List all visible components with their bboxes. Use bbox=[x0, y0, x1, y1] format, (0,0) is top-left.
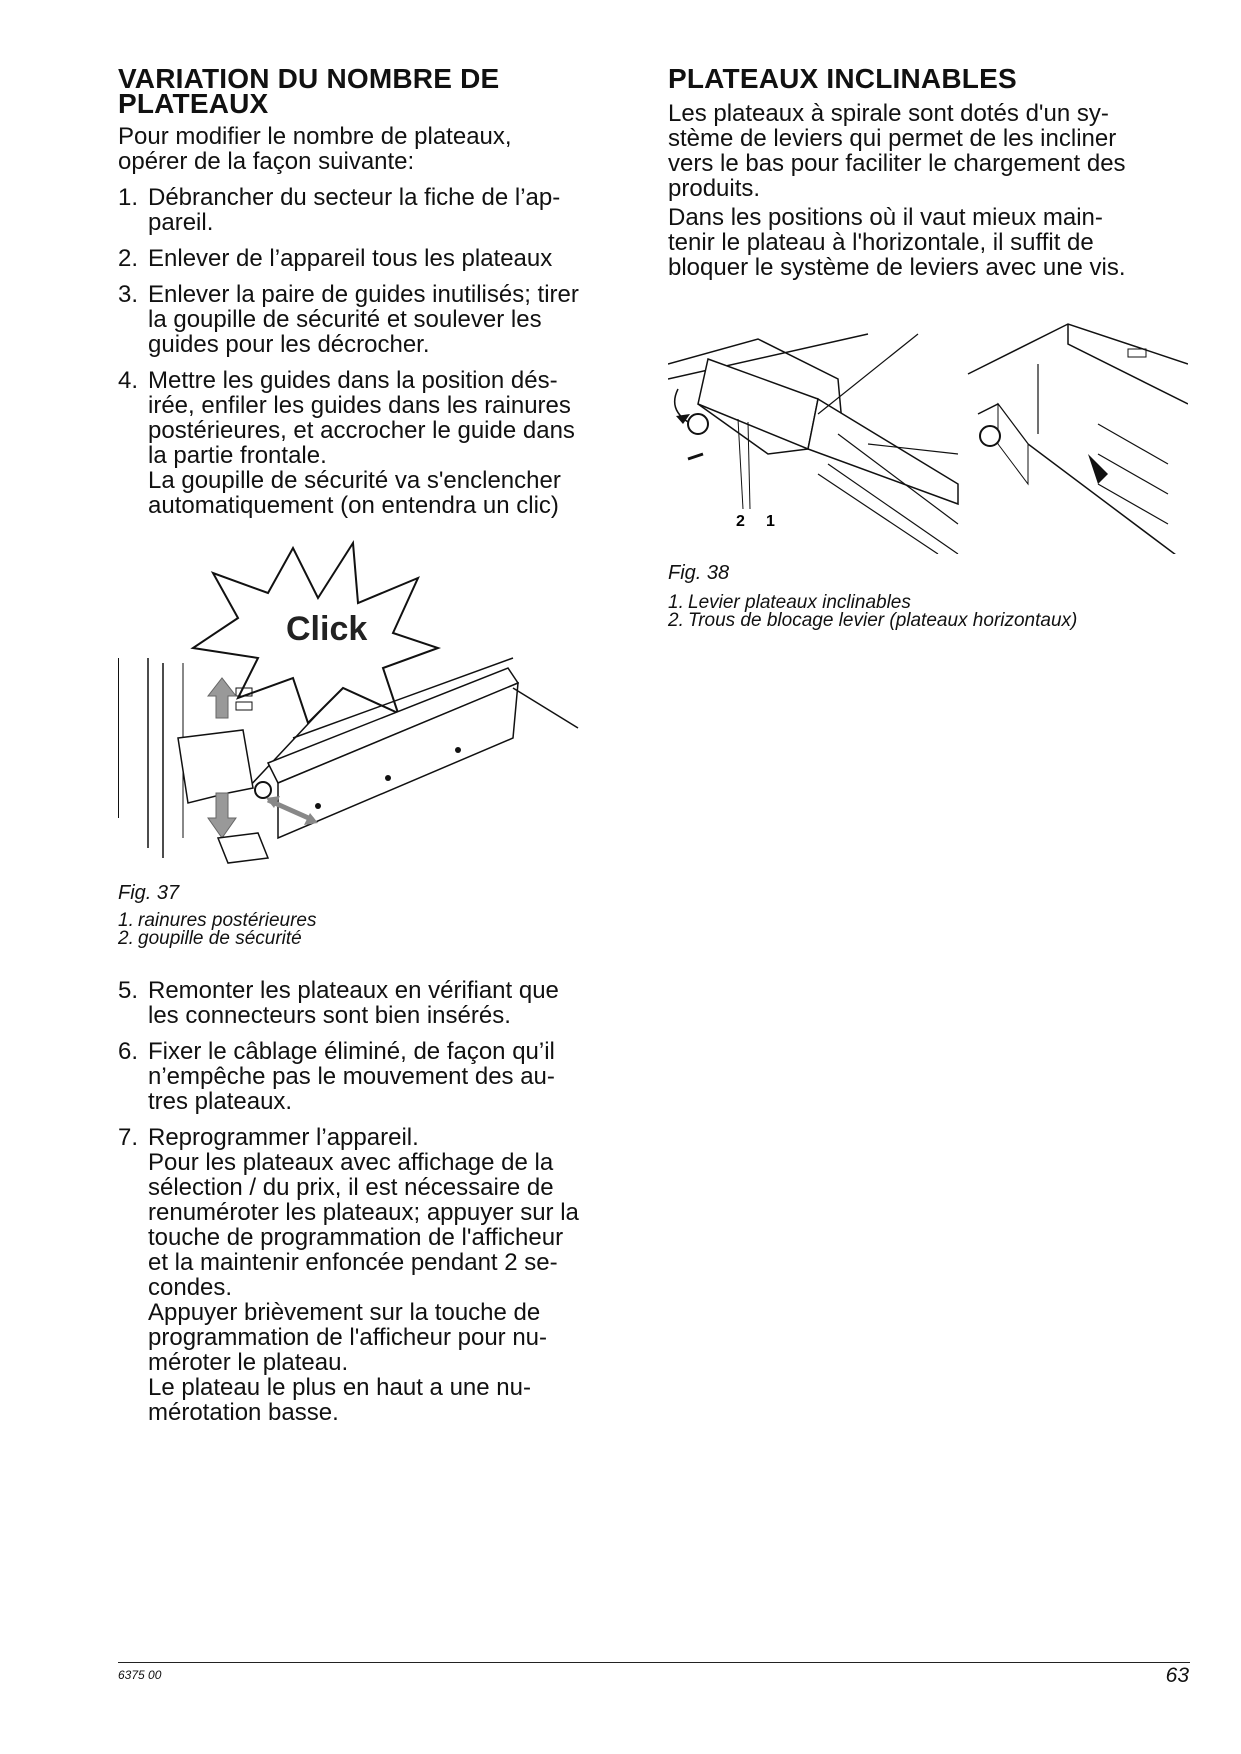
step-line: tres plateaux. bbox=[148, 1088, 293, 1115]
footer-rule bbox=[118, 1662, 1190, 1663]
step-line: postérieures, et accrocher le guide dans bbox=[148, 417, 575, 444]
step-line: Pour les plateaux avec affichage de la bbox=[148, 1149, 554, 1176]
intro-line-1: Pour modifier le nombre de plateaux, bbox=[118, 123, 512, 150]
step-number: 1. bbox=[118, 184, 139, 211]
step-line: touche de programmation de l'afficheur bbox=[148, 1224, 564, 1251]
section-title-variation bbox=[118, 63, 638, 119]
callout-2: 2 bbox=[736, 513, 745, 530]
caption-number: 2. bbox=[668, 610, 684, 631]
caption-item bbox=[668, 612, 1188, 630]
paragraph-line: vers le bas pour faciliter le chargement des bbox=[668, 150, 1126, 177]
step-number: 3. bbox=[118, 281, 139, 308]
paragraph-2 bbox=[668, 205, 1188, 280]
step-line: guides pour les décrocher. bbox=[148, 331, 430, 358]
left-column bbox=[118, 63, 638, 1426]
figure-37-illustration bbox=[118, 538, 638, 888]
figure-37 bbox=[118, 538, 638, 888]
step-line: Débrancher du secteur la fiche de l’ap- bbox=[148, 184, 561, 211]
paragraph-line: produits. bbox=[668, 175, 761, 202]
step-line: renuméroter les plateaux; appuyer sur la bbox=[148, 1199, 579, 1226]
figure-38-captions bbox=[668, 594, 1188, 630]
intro-paragraph bbox=[118, 124, 638, 174]
figure-38 bbox=[668, 304, 1188, 554]
paragraph-1 bbox=[668, 101, 1188, 201]
click-text: Click bbox=[286, 610, 368, 648]
step-item bbox=[118, 1125, 638, 1425]
step-number: 7. bbox=[118, 1124, 139, 1151]
step-line: Fixer le câblage éliminé, de façon qu’il bbox=[148, 1038, 555, 1065]
title-line-1: VARIATION DU NOMBRE DE bbox=[118, 63, 500, 94]
step-line: Le plateau le plus en haut a une nu- bbox=[148, 1374, 531, 1401]
steps-list-b bbox=[118, 978, 638, 1425]
step-line: Enlever la paire de guides inutilisés; tirer bbox=[148, 281, 579, 308]
caption-text: rainures postérieures bbox=[138, 910, 317, 931]
caption-text: Trous de blocage levier (plateaux horizontaux) bbox=[688, 610, 1078, 631]
title-line-2: PLATEAUX bbox=[118, 88, 269, 119]
step-line: Reprogrammer l’appareil. bbox=[148, 1124, 419, 1151]
caption-number: 1. bbox=[668, 592, 684, 613]
step-item bbox=[118, 368, 638, 518]
step-line: irée, enfiler les guides dans les rainures bbox=[148, 392, 571, 419]
step-line: les connecteurs sont bien insérés. bbox=[148, 1002, 511, 1029]
step-line: sélection / du prix, il est nécessaire de bbox=[148, 1174, 554, 1201]
caption-item bbox=[118, 930, 638, 948]
step-line: Appuyer brièvement sur la touche de bbox=[148, 1299, 541, 1326]
step-number: 6. bbox=[118, 1038, 139, 1065]
step-line: n’empêche pas le mouvement des au- bbox=[148, 1063, 555, 1090]
step-item bbox=[118, 185, 638, 235]
caption-number: 1. bbox=[118, 910, 134, 931]
intro-line-2: opérer de la façon suivante: bbox=[118, 148, 415, 175]
step-line: la partie frontale. bbox=[148, 442, 327, 469]
step-line: programmation de l'afficheur pour nu- bbox=[148, 1324, 548, 1351]
paragraph-line: Les plateaux à spirale sont dotés d'un sy- bbox=[668, 100, 1109, 127]
figure-37-label: Fig. 37 bbox=[118, 882, 180, 904]
caption-text: Levier plateaux inclinables bbox=[688, 592, 911, 613]
step-line: La goupille de sécurité va s'enclencher bbox=[148, 467, 561, 494]
step-line: Enlever de l’appareil tous les plateaux bbox=[148, 245, 553, 272]
paragraph-line: bloquer le système de leviers avec une vis. bbox=[668, 254, 1126, 281]
step-line: Remonter les plateaux en vérifiant que bbox=[148, 977, 559, 1004]
footer-page-number: 63 bbox=[1165, 1664, 1189, 1687]
figure-38-illustration bbox=[668, 304, 1188, 554]
step-line: et la maintenir enfoncée pendant 2 se- bbox=[148, 1249, 558, 1276]
caption-text: goupille de sécurité bbox=[138, 928, 302, 949]
step-item bbox=[118, 282, 638, 357]
step-line: méroter le plateau. bbox=[148, 1349, 349, 1376]
step-item bbox=[118, 1039, 638, 1114]
paragraph-line: Dans les positions où il vaut mieux main- bbox=[668, 204, 1103, 231]
figure-37-captions bbox=[118, 912, 638, 948]
paragraph-line: tenir le plateau à l'horizontale, il suffit de bbox=[668, 229, 1094, 256]
caption-number: 2. bbox=[118, 928, 134, 949]
step-number: 4. bbox=[118, 367, 139, 394]
paragraph-line: stème de leviers qui permet de les incliner bbox=[668, 125, 1117, 152]
step-item bbox=[118, 978, 638, 1028]
figure-38-label: Fig. 38 bbox=[668, 562, 730, 584]
step-item bbox=[118, 246, 638, 271]
step-line: Mettre les guides dans la position dés- bbox=[148, 367, 558, 394]
step-line: la goupille de sécurité et soulever les bbox=[148, 306, 542, 333]
footer-doc-number: 6375 00 bbox=[118, 1668, 162, 1682]
callout-1: 1 bbox=[766, 513, 775, 530]
steps-list-a bbox=[118, 185, 638, 518]
step-number: 2. bbox=[118, 245, 139, 272]
step-line: pareil. bbox=[148, 209, 214, 236]
section-title-inclinables: PLATEAUX INCLINABLES bbox=[668, 63, 1017, 94]
step-number: 5. bbox=[118, 977, 139, 1004]
step-line: automatiquement (on entendra un clic) bbox=[148, 492, 559, 519]
step-line: mérotation basse. bbox=[148, 1399, 339, 1426]
right-column bbox=[668, 63, 1188, 631]
step-line: condes. bbox=[148, 1274, 233, 1301]
